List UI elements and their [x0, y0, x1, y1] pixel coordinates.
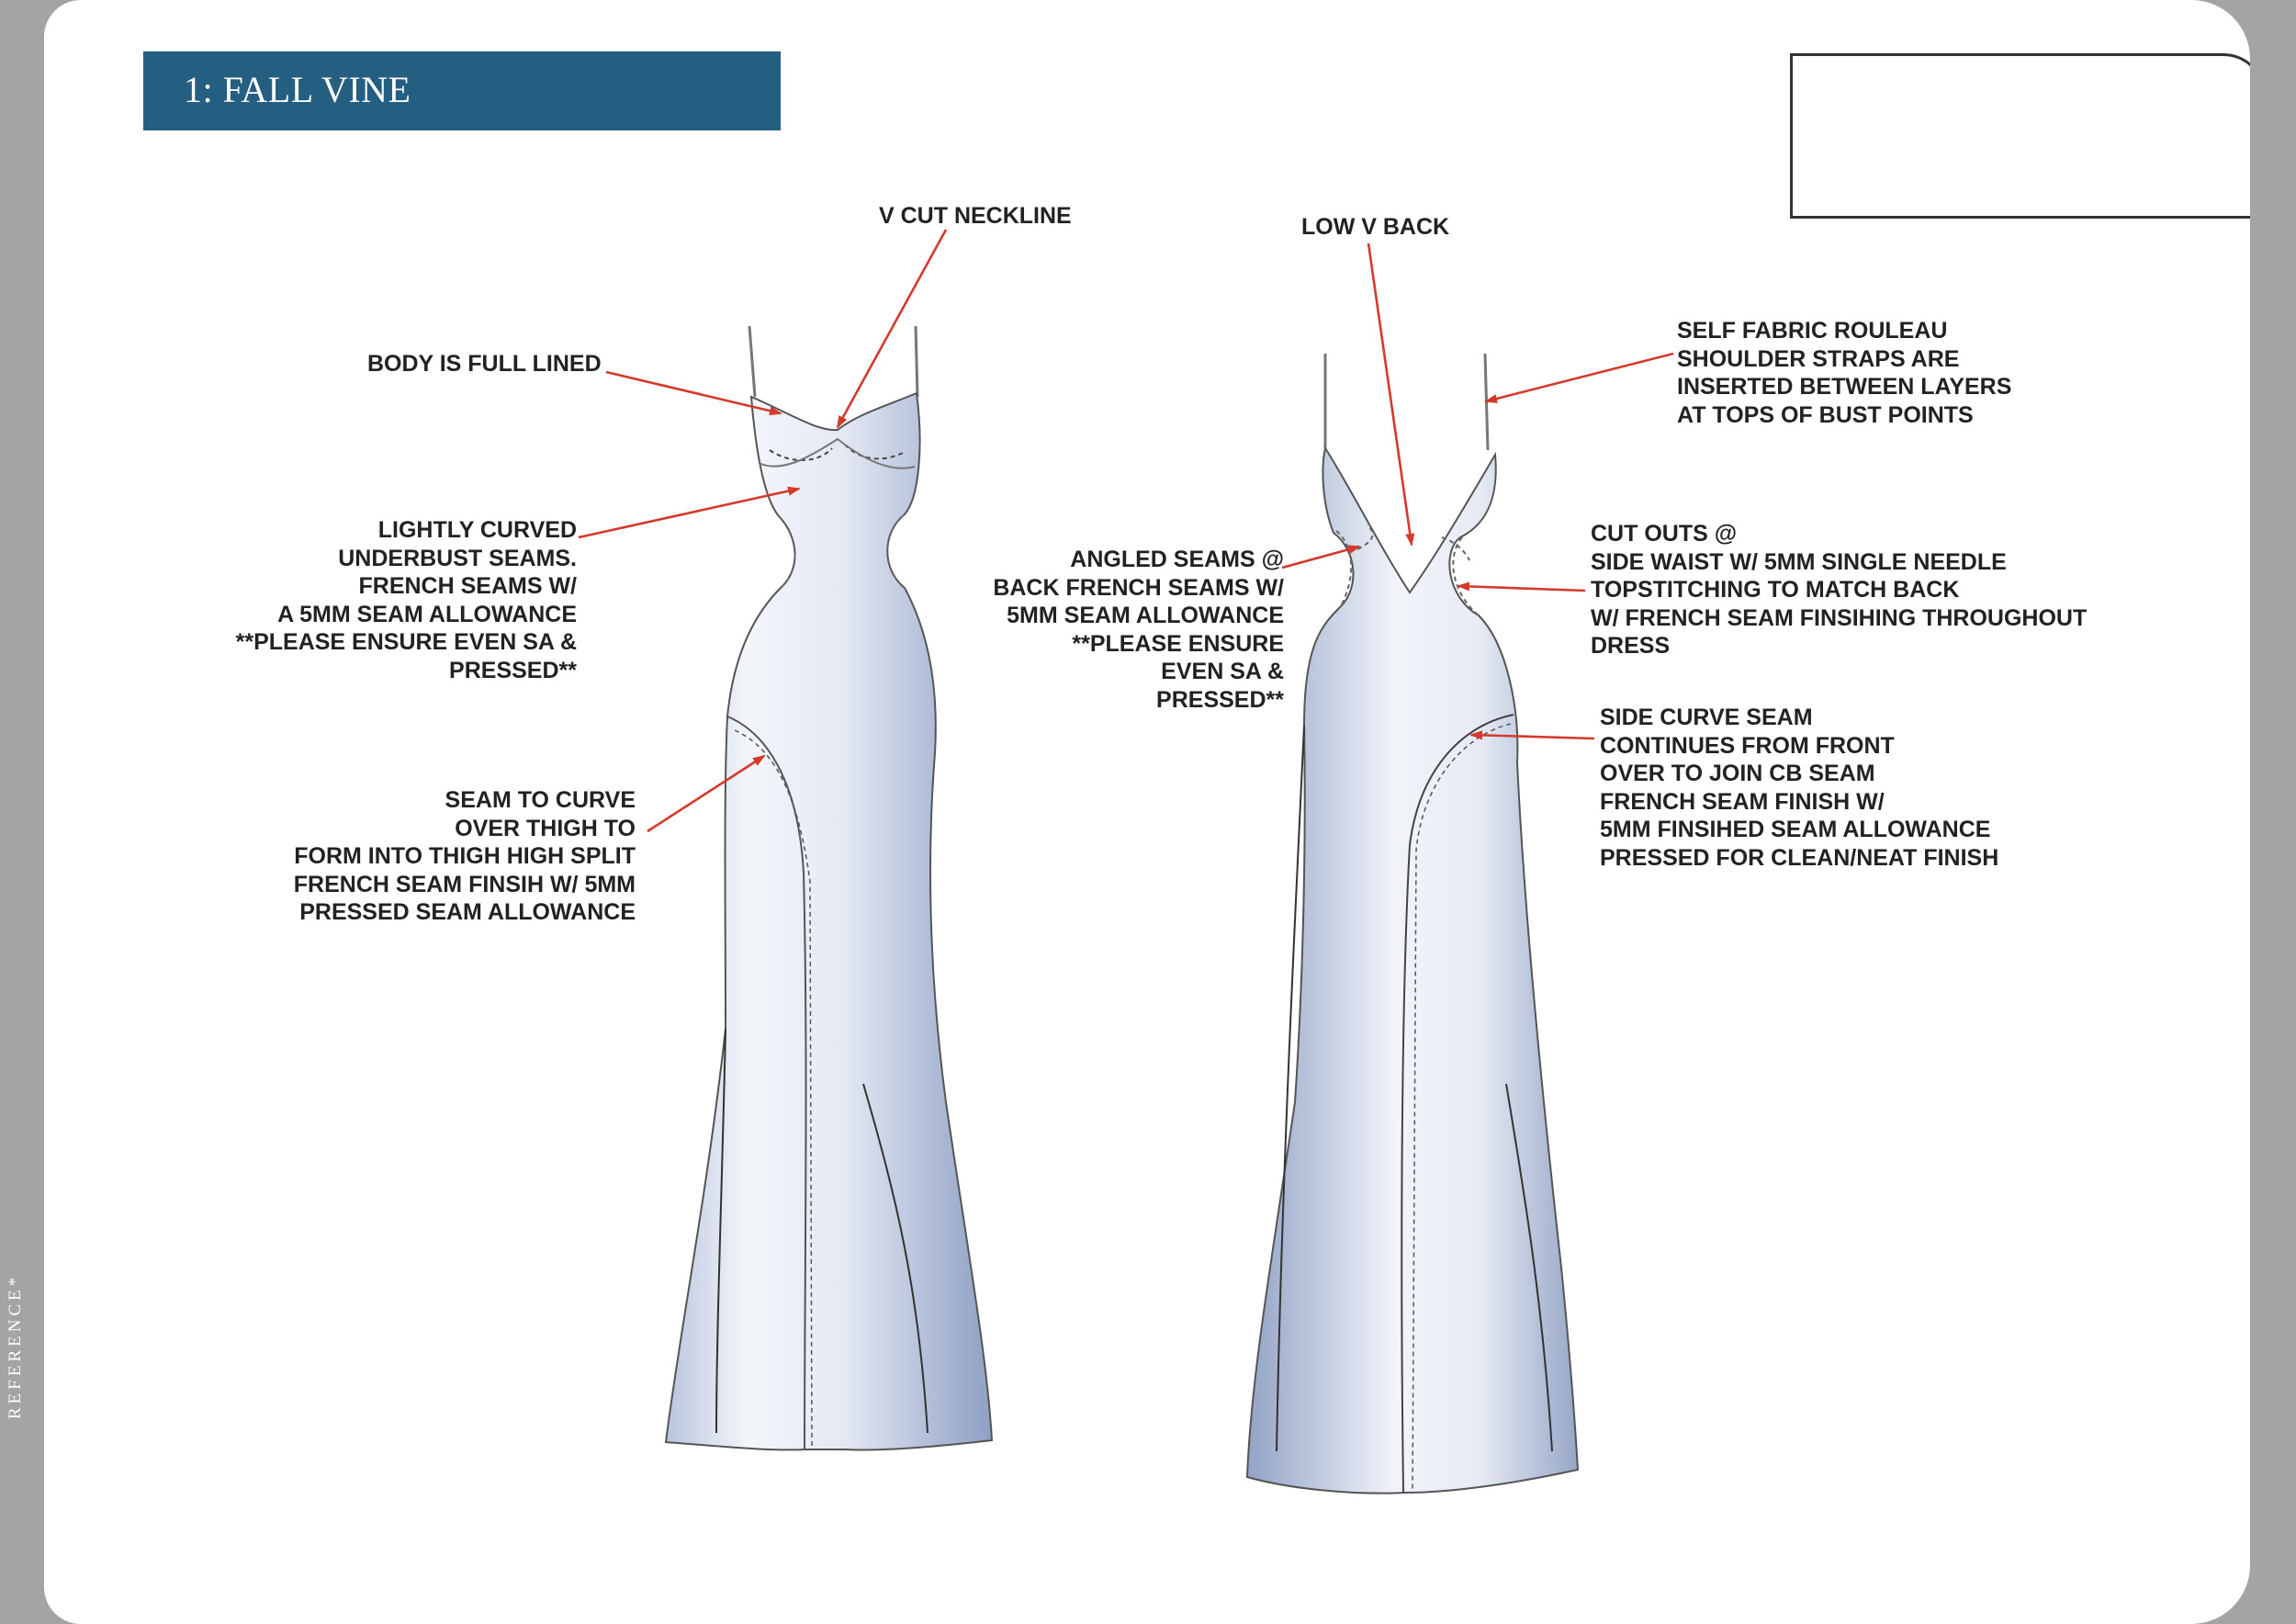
callout-side-curve-seam: SIDE CURVE SEAM CONTINUES FROM FRONT OVER TO JOIN CB SEAM FRENCH SEAM FINISH W/ 5MM FINSIHED SEAM ALLOWANCE PRESSED FOR CLEAN/NEAT FINISH	[1600, 705, 1999, 871]
arrow-low-v-back	[1368, 243, 1412, 545]
back-bodice	[1247, 448, 1578, 1494]
callout-low-v-back: LOW V BACK	[1301, 214, 1450, 240]
page-title: 1: FALL VINE	[184, 69, 411, 110]
front-strap-right	[916, 326, 917, 397]
callout-shoulder-straps: SELF FABRIC ROULEAU SHOULDER STRAPS ARE INSERTED BETWEEN LAYERS AT TOPS OF BUST POINTS	[1677, 318, 2012, 428]
arrow-angled-seams	[1282, 547, 1359, 568]
callout-underbust-seams: LIGHTLY CURVED UNDERBUST SEAMS. FRENCH SEAMS W/ A 5MM SEAM ALLOWANCE **PLEASE ENSURE EVEN SA & PRESSED**	[235, 517, 577, 683]
front-strap-left	[749, 326, 755, 397]
dress-front-illustration	[666, 326, 992, 1449]
arrow-straps	[1486, 354, 1673, 401]
arrow-v-neckline	[838, 230, 946, 427]
callout-angled-seams: ANGLED SEAMS @ BACK FRENCH SEAMS W/ 5MM SEAM ALLOWANCE **PLEASE ENSURE EVEN SA & PRESSED**	[993, 547, 1284, 713]
callout-cut-outs: CUT OUTS @ SIDE WAIST W/ 5MM SINGLE NEEDLE TOPSTITCHING TO MATCH BACK W/ FRENCH SEAM FINSIHING THROUGHOUT DRESS	[1591, 521, 2088, 659]
arrow-underbust	[579, 489, 799, 537]
callout-v-cut-neckline: V CUT NECKLINE	[879, 203, 1072, 229]
dress-back-illustration	[1247, 354, 1578, 1494]
arrow-cut-outs	[1458, 586, 1585, 591]
front-bodice	[666, 393, 992, 1449]
callout-body-full-lined: BODY IS FULL LINED	[367, 351, 602, 377]
sidebar-reference-label: REFERENCE*	[6, 1273, 25, 1419]
callout-thigh-split: SEAM TO CURVE OVER THIGH TO FORM INTO THIGH HIGH SPLIT FRENCH SEAM FINSIH W/ 5MM PRESSED SEAM ALLOWANCE	[293, 787, 636, 925]
